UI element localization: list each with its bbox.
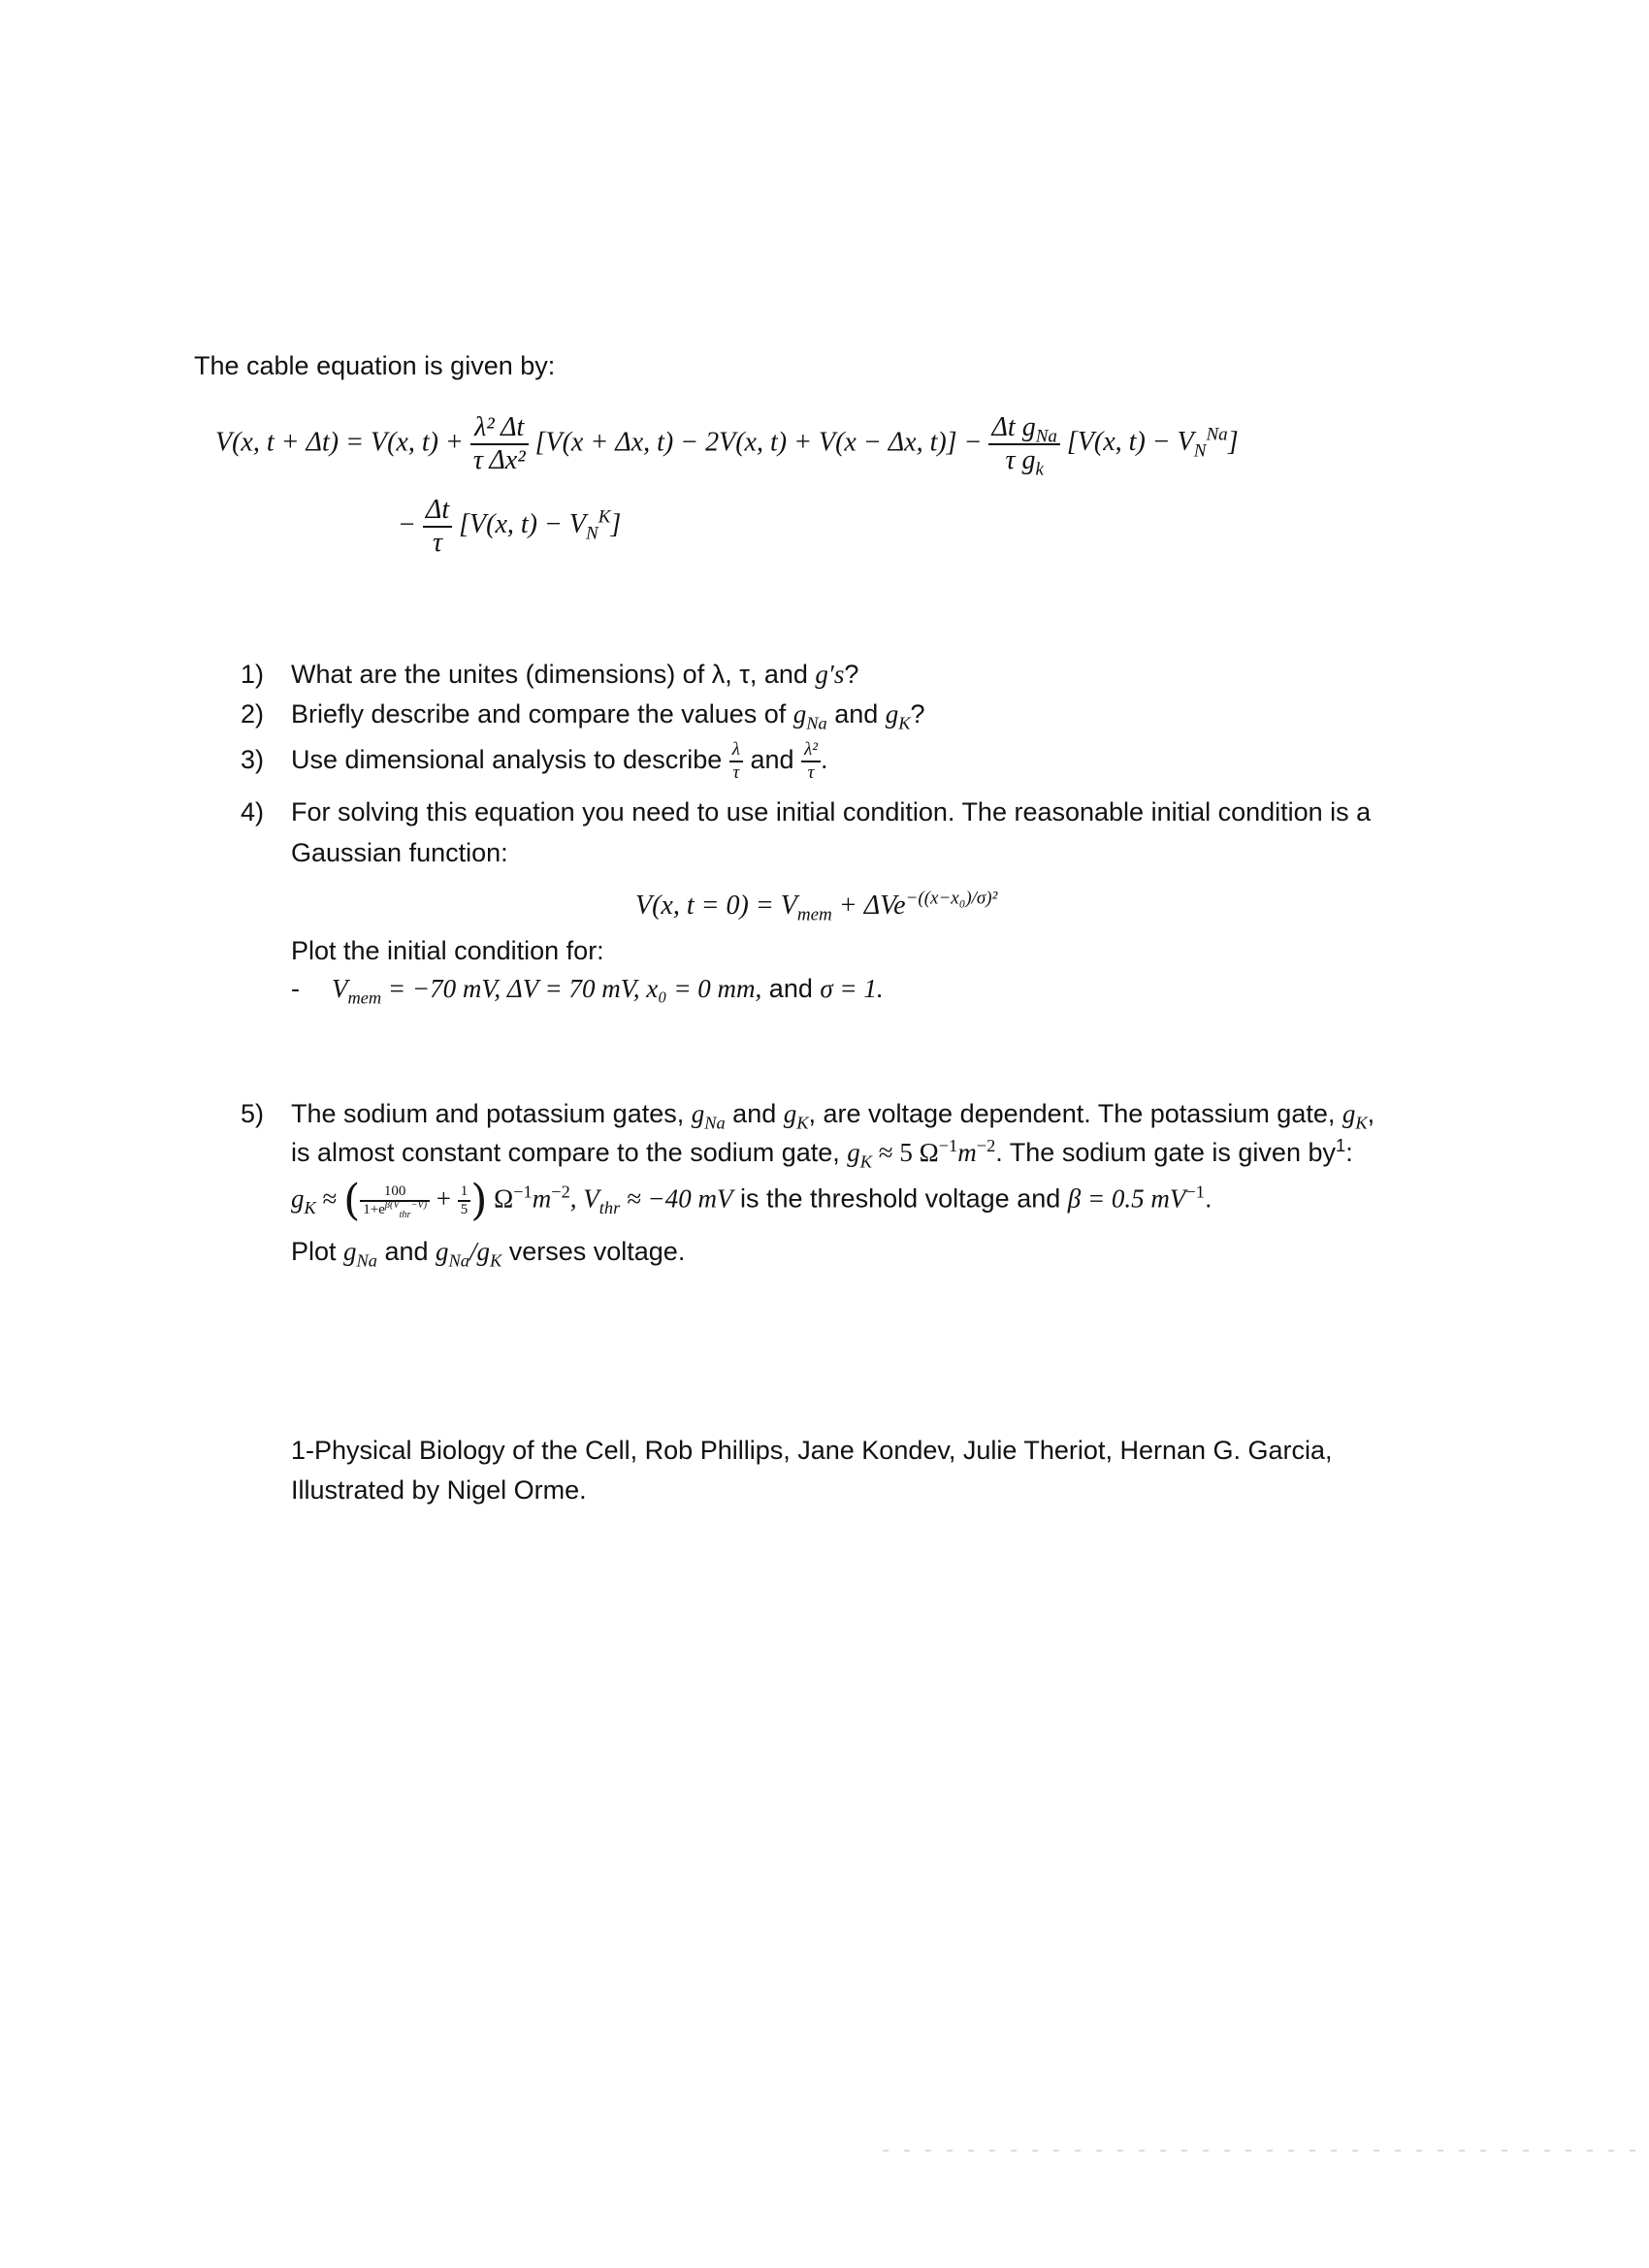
question-5-line4: Plot $g_{Na}$ and $g_{Na}/g_K$ verses voltage. — [291, 1237, 686, 1271]
cable-equation — [215, 412, 1239, 480]
hundred-fraction: $\frac{100}{1+e^{\beta(V}_{thr}^{-V)}}$ — [360, 1183, 430, 1218]
question-4-line2: Gaussian function: — [291, 838, 508, 867]
intro-text: The cable equation is given by: — [194, 351, 556, 380]
gaussian-equation: V(x, $t = 0) = V_{mem} + \Delta Ve^{-((x-x_0)/\sigma)^2}$ — [635, 888, 998, 925]
question-4: 4) For solving this equation you need to use initial condition. The reasonable initial condition is a — [241, 797, 1372, 826]
lambda-squared-over-tau: $\frac{\text{λ²}}{\tau}$ — [801, 739, 821, 784]
cable-equation-line2 — [398, 495, 621, 559]
gaussian-exponent: −((x−x₀)/σ)² — [905, 888, 998, 909]
second-difference-term: [V(x + Δx, t) − 2V(x, t) + V(x − Δx, t)] − — [534, 427, 983, 458]
reference-line1: 1-Physical Biology of the Cell, Rob Phillips, Jane Kondev, Julie Theriot, Hernan G. Garcia, — [291, 1436, 1333, 1465]
equation-lhs: V(x, t + Δt) = V(x, t) + — [215, 427, 464, 458]
question-2: 2) Briefly describe and compare the values of $g_{Na}$ and $g_K$? — [241, 699, 925, 733]
potassium-term: [V(x, $t) - V_N^K$] — [459, 507, 622, 545]
sodium-gate-equation: $g_K$ ≈ ( $\frac{100}{1+e^{\beta(V}_{thr}^{-V)}}$ + $\frac{1}{5}$ ) $\Omega^{-1}m^{-2}$, $V_{thr} \approx -40$ mV is the threshold voltage and β = 0.5 $mV^{-1}$. — [291, 1176, 1212, 1225]
minus-sign: − — [398, 509, 416, 540]
sodium-term: [V(x, $t) - V_N^{Na}$] — [1066, 425, 1239, 463]
question-3: 3) Use dimensional analysis to describe $\frac{\lambda}{\tau}$ and $\frac{\text{λ²}}{\tau}$ . — [241, 739, 828, 783]
plot-parameters: - $V_{mem} = -70$ mV, ΔV = 70 mV, x₀ = 0 mm, and σ = 1. — [291, 974, 884, 1008]
question-5: 5) The sodium and potassium gates, $g_{Na}$ and $g_K$, are voltage dependent. The potassium gate, $g_K$, — [241, 1099, 1375, 1133]
lambda-dt-fraction: $\frac{\text{λ² Δt}}{\text{τ Δx²}}$ — [470, 412, 529, 476]
lambda-over-tau: $\frac{\lambda}{\tau}$ — [729, 739, 743, 784]
footnote-marker: 1 — [1335, 1135, 1346, 1155]
dt-tau-fraction: $\frac{\Delta t}{\tau}$ — [423, 495, 452, 559]
question-5-line2: is almost constant compare to the sodium gate, $g_K \approx 5$ $\Omega^{-1}m^{-2}$. The sodium gate is given $by^1$: — [291, 1135, 1353, 1172]
conductance-ratio-fraction: $\frac{\Delta t g_{Na}}{\tau g_k}$ — [988, 412, 1059, 476]
one-fifth-fraction: $\frac{1}{5}$ — [458, 1183, 471, 1218]
reference-line2: Illustrated by Nigel Orme. — [291, 1475, 587, 1505]
plot-intro: Plot the initial condition for: — [291, 936, 604, 965]
scan-artifact — [883, 2150, 1639, 2152]
question-1: 1) What are the unites (dimensions) of λ, τ, and g′s? — [241, 660, 859, 689]
